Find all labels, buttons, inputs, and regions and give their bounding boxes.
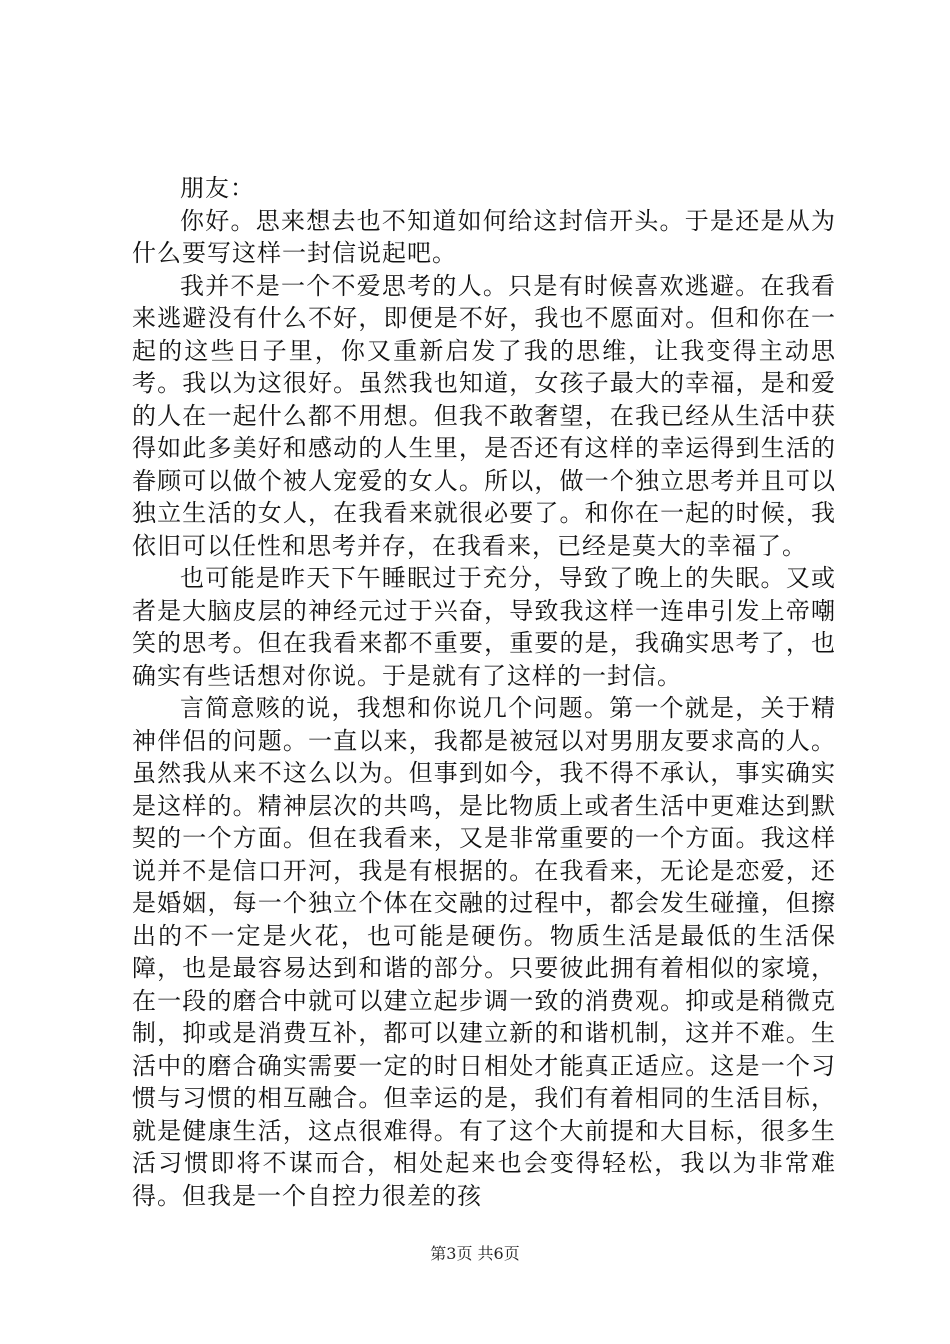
letter-body <box>132 172 836 1212</box>
letter-salutation: 朋友： <box>180 174 255 202</box>
letter-paragraph: 言简意赅的说，我想和你说几个问题。第一个就是，关于精神伴侣的问题。一直以来，我都是被冠以对男朋友要求高的人。虽然我从来不这么以为。但事到如今，我不得不承认，事实确实是这样的。精神层次的共鸣，是比物质上或者生活中更难达到默契的一个方面。但在我看来，又是非常重要的一个方面。我这样说并不是信口开河，我是有根据的。在我看来，无论是恋爱，还是婚姻，每一个独立个体在交融的过程中，都会发生碰撞，但擦出的不一定是火花，也可能是硬伤。物质生活是最低的生活保障，也是最容易达到和谐的部分。只要彼此拥有着相似的家境，在一段的磨合中就可以建立起步调一致的消费观。抑或是稍微克制，抑或是消费互补，都可以建立新的和谐机制，这并不难。生活中的磨合确实需要一定的时日相处才能真正适应。这是一个习惯与习惯的相互融合。但幸运的是，我们有着相同的生活目标，就是健康生活，这点很难得。有了这个大前提和大目标，很多生活习惯即将不谋而合，相处起来也会变得轻松，我以为非常难得。但我是一个自控力很差的孩 <box>132 694 836 1210</box>
letter-paragraph: 我并不是一个不爱思考的人。只是有时候喜欢逃避。在我看来逃避没有什么不好，即便是不好，我也不愿面对。但和你在一起的这些日子里，你又重新启发了我的思维，让我变得主动思考。我以为这很好。虽然我也知道，女孩子最大的幸福，是和爱的人在一起什么都不用想。但我不敢奢望，在我已经从生活中获得如此多美好和感动的人生里，是否还有这样的幸运得到生活的眷顾可以做个被人宠爱的女人。所以，做一个独立思考并且可以独立生活的女人，在我看来就很必要了。和你在一起的时候，我依旧可以任性和思考并存，在我看来，已经是莫大的幸福了。 <box>132 271 836 560</box>
letter-paragraph: 也可能是昨天下午睡眠过于充分，导致了晚上的失眠。又或者是大脑皮层的神经元过于兴奋，导致我这样一连串引发上帝嘲笑的思考。但在我看来都不重要，重要的是，我确实思考了，也确实有些话想对你说。于是就有了这样的一封信。 <box>132 564 836 690</box>
letter-paragraph: 你好。思来想去也不知道如何给这封信开头。于是还是从为什么要写这样一封信说起吧。 <box>132 206 836 267</box>
page-footer <box>0 1244 950 1264</box>
page-indicator: 第3页 共6页 <box>430 1244 520 1263</box>
